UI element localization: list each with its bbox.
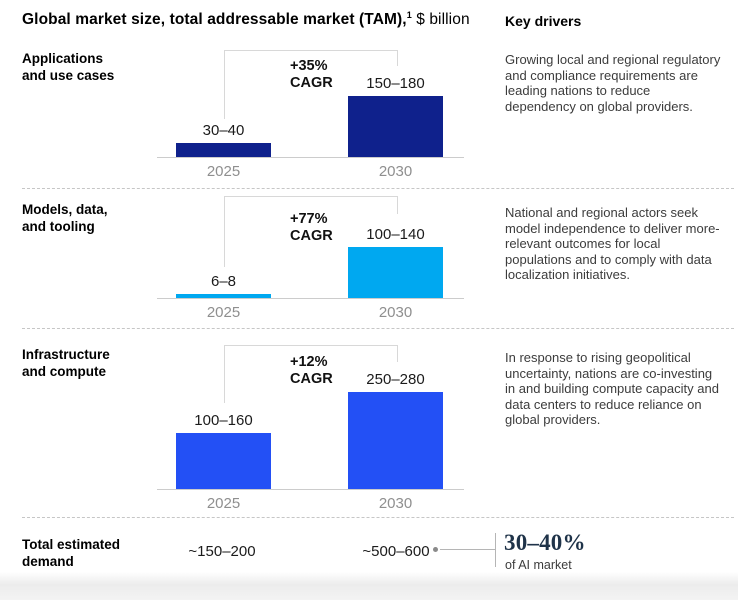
figure-title bbox=[22, 10, 470, 29]
bar-chart bbox=[157, 370, 464, 512]
x-tick-2030: 2030 bbox=[378, 163, 413, 180]
bar-value-label: 6–8 bbox=[210, 273, 237, 290]
row-label-line1: Applications bbox=[22, 51, 104, 66]
bar-value-label: 100–140 bbox=[366, 226, 425, 243]
total-demand-label-line1: Total estimated bbox=[22, 537, 121, 552]
key-driver-text: Growing local and regional regulatory and compliance requirements are leading nations to reduce dependency on global providers. bbox=[505, 52, 721, 114]
callout-connector-line bbox=[440, 549, 495, 550]
key-driver-text: National and regional actors seek model independence to deliver more-relevant outcomes for local populations and to comply with data localization initiatives. bbox=[505, 205, 720, 282]
x-tick-2030: 2030 bbox=[378, 304, 413, 321]
cagr-bracket-top bbox=[224, 345, 398, 346]
bar-2025 bbox=[176, 122, 271, 158]
row-label bbox=[22, 201, 108, 235]
bar-value-label: 250–280 bbox=[366, 371, 425, 388]
x-tick-2030: 2030 bbox=[378, 495, 413, 512]
x-axis-line bbox=[157, 489, 464, 490]
footnote-marker: 1 bbox=[406, 10, 412, 20]
bar-chart bbox=[157, 38, 464, 180]
bar-2030 bbox=[348, 75, 443, 158]
row-label-line1: Infrastructure bbox=[22, 347, 110, 362]
key-drivers-heading: Key drivers bbox=[505, 13, 582, 29]
bar-value-label: 30–40 bbox=[202, 122, 245, 139]
cagr-percent: +77% bbox=[290, 211, 328, 227]
bar-value-label: 100–160 bbox=[194, 412, 253, 429]
figure-title-main: Global market size, total addressable market (TAM), bbox=[22, 11, 407, 29]
cagr-bracket-right bbox=[397, 345, 398, 362]
callout-connector-dot bbox=[433, 547, 438, 552]
callout-divider-line bbox=[495, 533, 496, 567]
total-demand-label bbox=[22, 536, 120, 570]
x-tick-2025: 2025 bbox=[206, 163, 241, 180]
row-label-line2: and compute bbox=[22, 364, 107, 379]
bar-chart bbox=[157, 179, 464, 321]
row-label bbox=[22, 50, 114, 84]
row-separator bbox=[22, 517, 734, 518]
cagr-percent: +12% bbox=[290, 354, 328, 370]
total-demand-label-line2: demand bbox=[22, 554, 74, 569]
cagr-caption: CAGR bbox=[290, 74, 333, 91]
row-separator bbox=[22, 328, 734, 329]
x-axis-line bbox=[157, 157, 464, 158]
bar-value-label: 150–180 bbox=[366, 75, 425, 92]
ai-market-share-caption: of AI market bbox=[505, 558, 572, 572]
row-label bbox=[22, 346, 110, 380]
ai-market-share-value: 30–40% bbox=[504, 530, 586, 555]
cagr-caption: CAGR bbox=[290, 227, 333, 244]
figure-title-unit: $ billion bbox=[411, 11, 470, 29]
card-bottom-edge bbox=[0, 572, 738, 600]
bar-2030 bbox=[348, 226, 443, 299]
total-value-2030: ~500–600 bbox=[362, 543, 430, 560]
x-tick-2025: 2025 bbox=[206, 495, 241, 512]
x-axis-line bbox=[157, 298, 464, 299]
cagr-caption: CAGR bbox=[290, 370, 333, 387]
row-label-line1: Models, data, bbox=[22, 202, 108, 217]
total-value-2025: ~150–200 bbox=[188, 543, 256, 560]
bar-2025 bbox=[176, 412, 271, 490]
key-driver-text: In response to rising geopolitical uncertainty, nations are co-investing in and building compute capacity and data centers to reduce reliance on global providers. bbox=[505, 350, 719, 427]
x-tick-2025: 2025 bbox=[206, 304, 241, 321]
row-label-line2: and use cases bbox=[22, 68, 115, 83]
row-label-line2: and tooling bbox=[22, 219, 95, 234]
cagr-percent: +35% bbox=[290, 58, 328, 74]
bar-2030 bbox=[348, 371, 443, 490]
